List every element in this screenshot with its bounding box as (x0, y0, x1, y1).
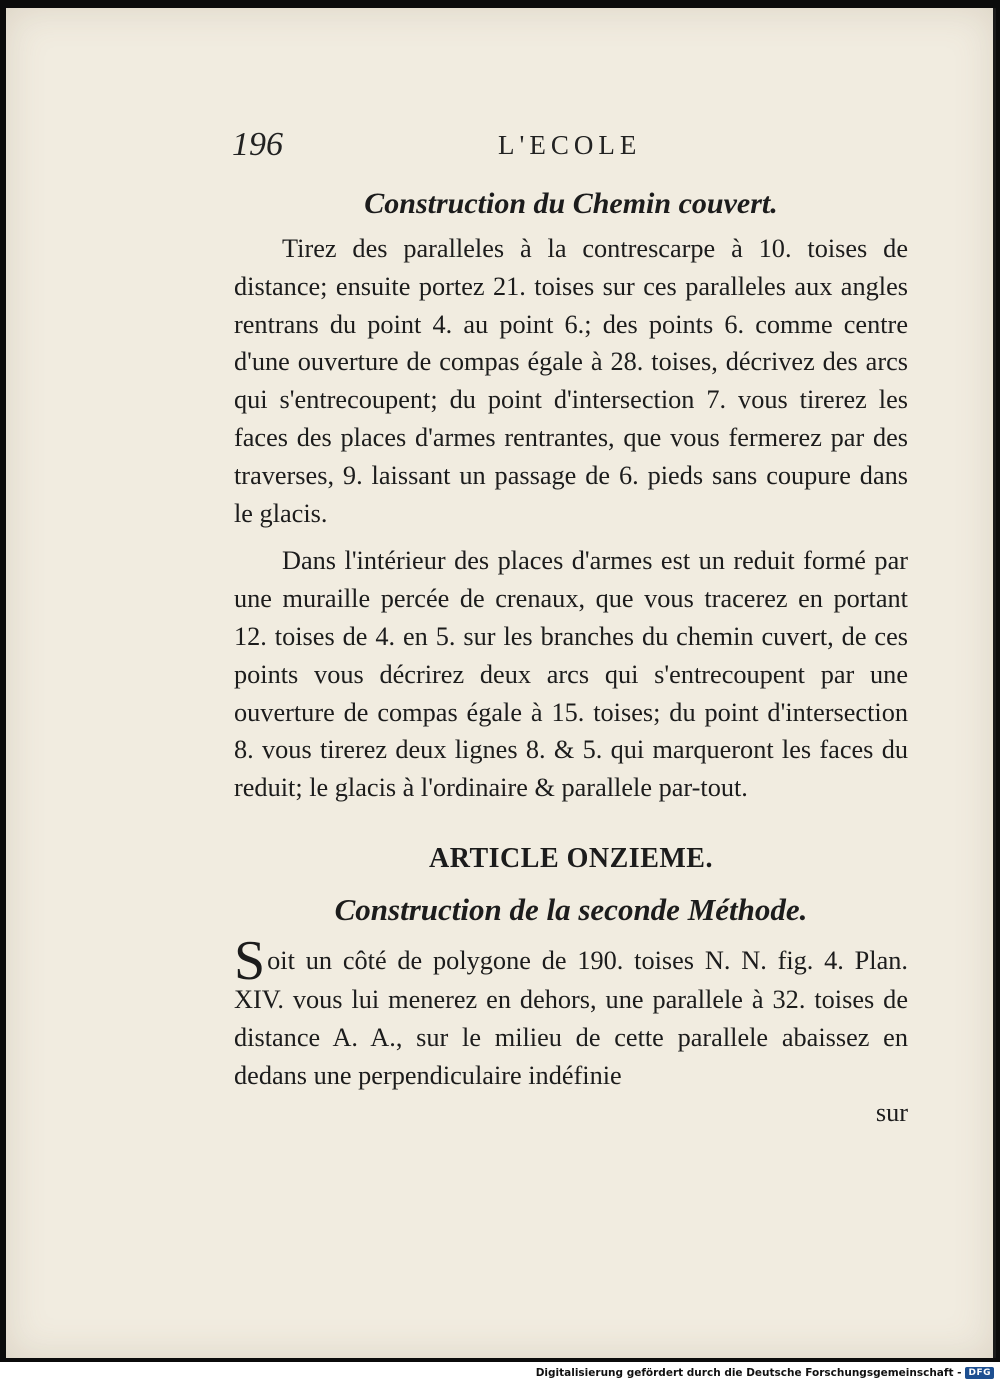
page-edge-shadow (993, 8, 996, 1358)
article-paragraph (234, 929, 908, 1094)
digitization-credit (536, 1364, 994, 1382)
article-heading: ARTICLE ONZIEME. (429, 842, 713, 874)
page-number: 196 (232, 126, 283, 163)
paragraph: Dans l'intérieur des places d'armes est un reduit formé par une muraille percée de crenaux, que vous tracerez en portant 12. toises de 4. en 5. sur les branches du chemin cuvert, de ces points vous décrirez deux arcs qui s'entrecoupent par une ouverture de compas égale à 15. toises; du point d'intersection 8. vous tirerez deux lignes 8. & 5. qui marqueront les faces du reduit; le glacis à l'ordinaire & parallele par-tout. (234, 546, 908, 803)
running-head (232, 126, 912, 170)
article-subheading: Construction de la seconde Méthode. (334, 891, 808, 927)
paragraph: Tirez des paralleles à la contrescarpe à 10. toises de distance; ensuite portez 21. toises sur ces paralleles aux angles rentrans du point 4. au point 6.; des points 6. comme centre d'une ouverture de compas égale à 28. toises, décrivez des arcs qui s'entrecoupent; du point d'intersection 7. vous tirerez les faces des places d'armes rentrantes, que vous fermerez par des traverses, 9. laissant un passage de 6. pieds sans coupure dans le glacis. (234, 234, 908, 528)
credit-text: Digitalisierung gefördert durch die Deutsche Forschungsgemeinschaft - (535, 1367, 962, 1379)
catchword: sur (875, 1098, 908, 1128)
dfg-logo: DFG (965, 1367, 994, 1379)
section-heading: Construction du Chemin couvert. (364, 187, 778, 220)
running-head-title: L'ECOLE (498, 130, 642, 160)
drop-cap-letter: S (234, 929, 266, 992)
article-paragraph-text: oit un côté de polygone de 190. toises N. N. fig. 4. Plan. XIV. vous lui menerez en dehors, une parallele à 32. toises de distance A. A., sur le milieu de cette parallele abaissez en dedans une perpendiculaire indéfinie (234, 945, 908, 1090)
page-body (234, 182, 908, 1132)
